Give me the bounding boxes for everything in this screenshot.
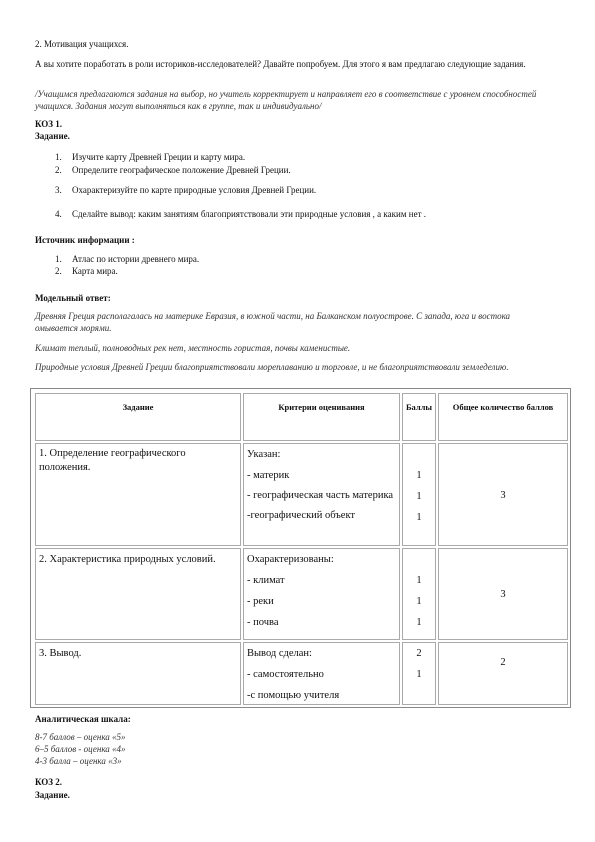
model-answer-1: Древняя Греция располагалась на материке Евразия, в южной части, на Балканском полуострове. С запада, юга и востока омывается морями. <box>35 311 511 333</box>
table-row-1-points: 1 1 1 <box>402 443 436 546</box>
list-item: 3. Охарактеризуйте по карте природные условия Древней Греции. <box>55 185 317 195</box>
scale-line-3: 4-3 балла – оценка «3» <box>35 756 122 766</box>
header-task: Задание <box>35 393 241 441</box>
scale-heading: Аналитическая шкала: <box>35 714 131 724</box>
table-row-2-points: 1 1 1 <box>402 548 436 640</box>
source-heading: Источник информации : <box>35 235 135 245</box>
table-row-1-criteria: Указан: - материк - географическая часть материка -географический объект <box>243 443 400 546</box>
table-row-1-total: 3 <box>438 443 568 546</box>
table-row-2-criteria: Охарактеризованы: - климат - реки - почва <box>243 548 400 640</box>
header-total: Общее количество баллов <box>438 393 568 441</box>
header-points: Баллы <box>402 393 436 441</box>
koz1-heading: КОЗ 1. <box>35 119 63 129</box>
table-row-3-task: 3. Вывод. <box>35 642 241 705</box>
table-row-1-task: 1. Определение географического положения. <box>35 443 241 546</box>
intro-paragraph: А вы хотите поработать в роли историков-исследователей? Давайте попробуем. Для этого я вам предлагаю следующие задания. <box>35 59 526 69</box>
model-answer-3: Природные условия Древней Греции благоприятствовали мореплаванию и торговле, и не благоприятствовали земледелию. <box>35 362 509 372</box>
list-item: 1. Атлас по истории древнего мира. <box>55 254 200 264</box>
list-item: 2. Карта мира. <box>55 266 118 276</box>
assessment-table <box>30 388 571 708</box>
table-row-3-points: 2 1 <box>402 642 436 705</box>
teacher-note: /Учащимся предлагаются задания на выбор, но учитель корректирует и направляет его в соответствие с уровнем способностей учащихся. Задания могут выполняться как в группе, так и индивидуально/ <box>35 89 537 111</box>
koz2-heading: КОЗ 2. <box>35 777 63 787</box>
task-heading: Задание. <box>35 131 70 141</box>
scale-line-1: 8-7 баллов – оценка «5» <box>35 732 126 742</box>
list-item: 2. Определите географическое положение Древней Греции. <box>55 165 291 175</box>
model-answer-heading: Модельный ответ: <box>35 293 111 303</box>
model-answer-2: Климат теплый, полноводных рек нет, местность гористая, почвы каменистые. <box>35 343 351 353</box>
list-item: 1. Изучите карту Древней Греции и карту мира. <box>55 152 246 162</box>
scale-line-2: 6–5 баллов - оценка «4» <box>35 744 126 754</box>
table-row-2-task: 2. Характеристика природных условий. <box>35 548 241 640</box>
task-heading-2: Задание. <box>35 790 70 800</box>
table-row-3-total: 2 <box>438 642 568 705</box>
table-row-3-criteria: Вывод сделан: - самостоятельно -с помощью учителя <box>243 642 400 705</box>
list-item: 4. Сделайте вывод: каким занятиям благоприятствовали эти природные условия , а каким нет . <box>55 209 427 219</box>
header-criteria: Критерии оценивания <box>243 393 400 441</box>
table-row-2-total: 3 <box>438 548 568 640</box>
section-heading: 2. Мотивация учащихся. <box>35 39 129 49</box>
